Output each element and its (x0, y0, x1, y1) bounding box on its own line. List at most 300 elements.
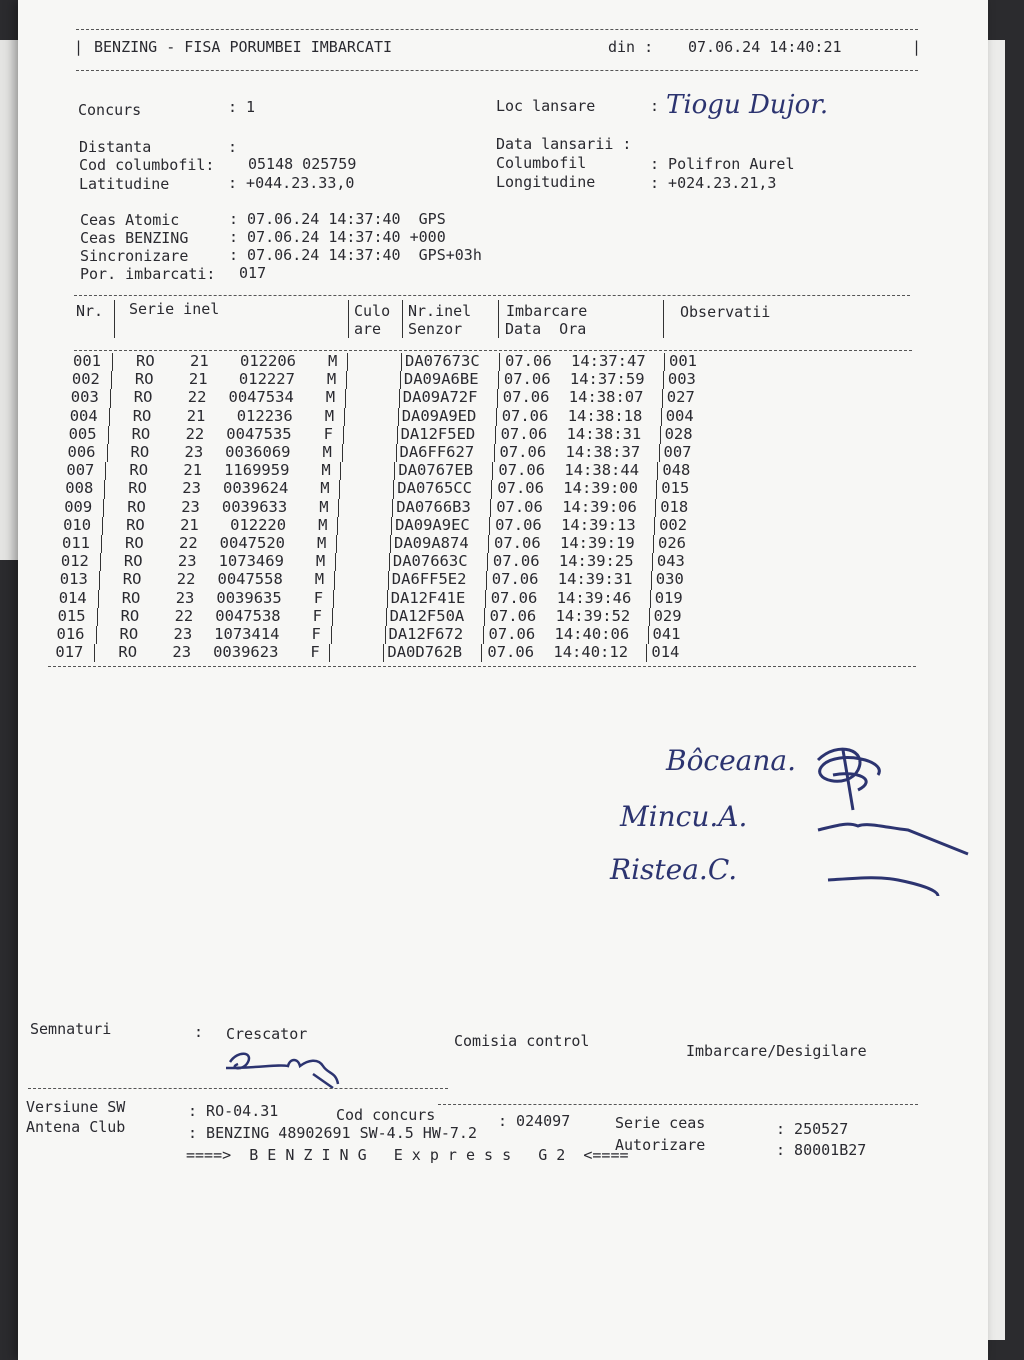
cod-columbofil-value: 05148 025759 (248, 155, 357, 173)
cell-nr: 001 (73, 352, 101, 370)
col-divider (101, 535, 102, 553)
col-divider (345, 389, 346, 407)
cell-date: 07.06 (503, 370, 551, 389)
cell-time: 14:39:19 (560, 534, 635, 552)
col-divider (104, 480, 105, 498)
col-divider (394, 462, 395, 480)
col-divider (494, 444, 495, 462)
cell-sex: M (318, 515, 328, 534)
col-divider (332, 608, 333, 626)
cell-year: 21 (183, 461, 203, 480)
cell-country: RO (120, 606, 140, 625)
cell-sex: M (321, 461, 331, 480)
cell-sensor: DA09A72F (402, 388, 478, 407)
semnaturi-label: Semnaturi (30, 1020, 112, 1038)
cell-time: 14:39:06 (562, 497, 637, 516)
col-divider (340, 462, 341, 480)
col-divider (108, 426, 109, 444)
imbarcare-desigilare-label: Imbarcare/Desigilare (686, 1042, 867, 1060)
longitudine-label: Longitudine (496, 173, 596, 191)
cell-date: 07.06 (490, 588, 538, 607)
cell-sex: M (317, 534, 327, 552)
col-divider (107, 444, 108, 462)
col-divider (335, 553, 336, 571)
por-imbarcati-value: 017 (230, 264, 267, 282)
cell-nr: 007 (66, 461, 95, 480)
cell-observatii: 028 (664, 424, 693, 443)
separator (438, 1104, 918, 1105)
col-divider (492, 462, 493, 480)
columbofil-value: : Polifron Aurel (650, 155, 795, 173)
cell-ring: 1073414 (214, 625, 280, 643)
cell-date: 07.06 (505, 352, 552, 370)
cell-year: 23 (173, 625, 193, 643)
cell-year: 23 (177, 552, 197, 571)
clock-value: : 07.06.24 14:37:40 GPS (229, 210, 446, 228)
cell-country: RO (118, 643, 138, 662)
col-divider (339, 480, 340, 498)
cell-observatii: 043 (656, 552, 685, 571)
cell-date: 07.06 (499, 443, 547, 461)
cell-sex: M (325, 388, 336, 407)
col-divider (348, 300, 349, 338)
cell-year: 22 (187, 388, 207, 407)
crescator-signature (218, 1044, 358, 1094)
col-divider (346, 371, 347, 389)
col-divider (400, 371, 401, 389)
cell-sex: M (319, 497, 329, 516)
latitudine-value: : +044.23.33,0 (228, 174, 355, 192)
col-divider (402, 300, 403, 338)
cell-year: 23 (172, 643, 192, 662)
cell-sex: M (322, 443, 332, 461)
cell-time: 14:39:46 (556, 588, 632, 607)
cod-concurs-label: Cod concurs (336, 1106, 436, 1124)
cell-sensor: DA09A9ED (401, 406, 477, 425)
cell-year: 21 (190, 352, 209, 370)
cell-ring: 0039624 (222, 479, 289, 498)
cell-nr: 005 (68, 424, 97, 443)
separator (28, 1088, 448, 1089)
cell-date: 07.06 (494, 534, 541, 552)
col-divider (652, 553, 653, 571)
col-divider (329, 644, 330, 662)
col-divider (99, 571, 100, 589)
loc-lansare-sep: : (650, 97, 660, 115)
cell-ring: 012227 (238, 370, 295, 389)
cell-sex: M (315, 552, 326, 571)
cell-observatii: 001 (669, 352, 697, 370)
cell-ring: 0047520 (219, 534, 285, 552)
cell-nr: 017 (55, 643, 84, 662)
cell-year: 22 (176, 570, 196, 589)
col-header-nrinel: Nr.inel (408, 302, 472, 320)
crescator-label: Crescator (226, 1025, 308, 1043)
clock-label: Ceas Atomic (80, 211, 180, 229)
cell-time: 14:38:44 (564, 461, 640, 480)
cell-sex: F (313, 588, 324, 607)
cell-country: RO (122, 570, 142, 589)
cell-year: 22 (185, 424, 205, 443)
cell-observatii: 048 (662, 461, 691, 480)
cell-observatii: 003 (667, 370, 696, 389)
cell-time: 14:39:31 (557, 570, 633, 589)
versiune-label: Versiune SW (26, 1098, 126, 1116)
cell-date: 07.06 (502, 388, 550, 407)
col-divider (659, 444, 660, 462)
signature-scribble (798, 730, 988, 910)
separator (76, 70, 918, 71)
cell-ring: 0039635 (216, 588, 282, 607)
cell-ring: 012220 (230, 515, 287, 534)
cell-ring: 1169959 (224, 461, 290, 480)
col-divider (497, 389, 498, 407)
cell-nr: 003 (70, 388, 99, 407)
col-divider (96, 626, 97, 644)
col-divider (336, 535, 337, 553)
serie-ceas-value: : 250527 (776, 1120, 849, 1138)
col-divider (387, 590, 388, 608)
separator (76, 29, 918, 30)
col-divider (334, 571, 335, 589)
columbofil-label: Columbofil (496, 154, 587, 172)
longitudine-value: : +024.23.21,3 (650, 174, 777, 192)
cell-observatii: 026 (658, 534, 686, 552)
cell-country: RO (132, 406, 152, 425)
col-divider (649, 608, 650, 626)
cell-year: 21 (180, 515, 199, 534)
cell-observatii: 030 (655, 570, 684, 589)
distanta-label: Distanta (79, 138, 152, 156)
col-divider (397, 426, 398, 444)
cell-date: 07.06 (498, 461, 546, 480)
cell-country: RO (128, 479, 147, 498)
col-divider (496, 408, 497, 426)
cell-country: RO (136, 352, 155, 370)
cell-sex: M (320, 479, 330, 498)
concurs-label: Concurs (78, 101, 142, 119)
cell-country: RO (126, 515, 145, 534)
cell-country: RO (133, 388, 153, 407)
col-divider (337, 517, 338, 535)
cell-ring: 1073469 (218, 552, 284, 571)
cell-country: RO (130, 443, 150, 461)
col-divider (663, 300, 664, 338)
cell-ring: 012236 (236, 406, 293, 425)
col-divider (646, 644, 647, 662)
cell-sensor: DA0D762B (387, 643, 463, 662)
col-divider (331, 626, 332, 644)
separator (74, 295, 910, 296)
col-divider (391, 517, 392, 535)
cell-nr: 010 (63, 515, 92, 534)
cell-nr: 009 (64, 497, 93, 516)
autorizare-label: Autorizare (615, 1136, 706, 1154)
col-divider (98, 590, 99, 608)
cell-sex: M (328, 352, 338, 370)
col-divider (344, 408, 345, 426)
cell-year: 22 (179, 534, 198, 552)
cell-ring: 0047538 (215, 606, 281, 625)
cell-ring: 0047558 (217, 570, 283, 589)
col-divider (383, 644, 384, 662)
col-divider (390, 535, 391, 553)
clock-label: Ceas BENZING (80, 229, 189, 247)
cell-ring: 0047534 (228, 388, 294, 407)
latitudine-label: Latitudine (79, 175, 170, 193)
loc-lansare-handwritten: Tiogu Dujor. (666, 90, 829, 120)
cell-nr: 012 (60, 552, 89, 571)
cell-nr: 014 (58, 588, 87, 607)
cell-sensor: DA12F5ED (400, 424, 476, 443)
versiune-value: : RO-04.31 (188, 1102, 279, 1120)
cod-concurs-value: : 024097 (498, 1112, 571, 1130)
cell-date: 07.06 (500, 424, 548, 443)
col-divider (109, 408, 110, 426)
col-divider (97, 608, 98, 626)
col-divider (651, 571, 652, 589)
col-header-observatii: Observatii (680, 303, 771, 321)
col-divider (484, 608, 485, 626)
cell-date: 07.06 (496, 497, 543, 516)
col-divider (662, 389, 663, 407)
col-divider (660, 426, 661, 444)
cell-time: 14:38:37 (565, 443, 641, 461)
col-divider (399, 389, 400, 407)
cell-sensor: DA6FF627 (399, 443, 475, 461)
antena-label: Antena Club (26, 1118, 126, 1136)
cell-ring: 0047535 (226, 424, 292, 443)
separator (48, 666, 916, 667)
cell-date: 07.06 (488, 625, 536, 643)
col-divider (653, 535, 654, 553)
cell-time: 14:39:25 (558, 552, 634, 571)
col-divider (105, 462, 106, 480)
cell-nr: 006 (67, 443, 96, 461)
por-imbarcati-label: Por. imbarcati: (80, 265, 216, 283)
col-divider (392, 499, 393, 517)
cell-country: RO (134, 370, 154, 389)
col-divider (110, 389, 111, 407)
separator (74, 350, 912, 351)
cell-observatii: 007 (663, 443, 692, 461)
cell-observatii: 018 (660, 497, 689, 516)
cell-year: 22 (174, 606, 194, 625)
cell-sensor: DA09A874 (394, 534, 469, 552)
cell-sensor: DA6FF5E2 (391, 570, 467, 589)
col-divider (483, 626, 484, 644)
cell-nr: 008 (65, 479, 94, 498)
cell-country: RO (127, 497, 146, 516)
printed-form (18, 0, 988, 1360)
data-lansarii-label: Data lansarii : (496, 135, 632, 153)
col-divider (488, 535, 489, 553)
cell-year: 21 (186, 406, 206, 425)
handwritten-name: Bôceana. (666, 744, 797, 777)
cell-ring: 0039623 (213, 643, 279, 662)
col-header-nr: Nr. (76, 302, 104, 320)
cell-observatii: 027 (666, 388, 695, 407)
handwritten-name: Ristea.C. (610, 853, 738, 886)
cell-time: 14:40:06 (554, 625, 630, 643)
cell-sensor: DA07673C (405, 352, 480, 370)
cell-time: 14:39:00 (563, 479, 638, 498)
cell-date: 07.06 (492, 552, 540, 571)
col-divider (486, 571, 487, 589)
cell-sensor: DA12F672 (388, 625, 464, 643)
cod-columbofil-label: Cod columbofil: (79, 156, 215, 174)
col-divider (102, 517, 103, 535)
col-divider (100, 553, 101, 571)
handwritten-name: Mincu.A. (620, 800, 748, 833)
comisia-control-label: Comisia control (454, 1032, 590, 1050)
cell-country: RO (119, 625, 139, 643)
col-divider (333, 590, 334, 608)
cell-sex: F (311, 625, 321, 643)
col-divider (657, 462, 658, 480)
cell-time: 14:39:52 (555, 606, 631, 625)
clock-value: : 07.06.24 14:37:40 GPS+03h (229, 246, 482, 264)
col-divider (112, 353, 113, 371)
cell-sensor: DA09A6BE (403, 370, 479, 389)
serie-ceas-label: Serie ceas (615, 1114, 706, 1132)
cell-date: 07.06 (489, 606, 537, 625)
cell-observatii: 002 (659, 515, 688, 534)
col-divider (498, 371, 499, 389)
col-divider (648, 626, 649, 644)
col-divider (650, 590, 651, 608)
cell-sensor: DA07663C (392, 552, 468, 571)
cell-sensor: DA09A9EC (395, 515, 470, 534)
cell-nr: 016 (56, 625, 85, 643)
print-date: 07.06.24 14:40:21 (688, 38, 842, 56)
col-divider (656, 480, 657, 498)
cell-date: 07.06 (495, 515, 542, 534)
autorizare-value: : 80001B27 (776, 1141, 867, 1159)
cell-sensor: DA12F41E (390, 588, 466, 607)
col-divider (489, 517, 490, 535)
cell-time: 14:39:13 (561, 515, 636, 534)
col-divider (342, 444, 343, 462)
cell-sensor: DA0765CC (397, 479, 472, 498)
col-divider (114, 300, 115, 338)
concurs-value: : 1 (228, 98, 256, 116)
col-divider (398, 408, 399, 426)
cell-sex: M (314, 570, 325, 589)
loc-lansare-label: Loc lansare (496, 97, 596, 115)
cell-nr: 002 (71, 370, 100, 389)
col-header-nrinel: Senzor (408, 320, 463, 338)
antena-value: : BENZING 48902691 SW-4.5 HW-7.2 (188, 1124, 477, 1142)
cell-year: 21 (188, 370, 208, 389)
col-divider (386, 608, 387, 626)
cell-sex: F (312, 606, 322, 625)
cell-ring: 0039633 (221, 497, 288, 516)
cell-country: RO (121, 588, 141, 607)
col-divider (389, 553, 390, 571)
col-divider (663, 371, 664, 389)
form-title: BENZING - FISA PORUMBEI IMBARCATI (94, 38, 393, 56)
col-divider (491, 480, 492, 498)
cell-nr: 011 (62, 534, 90, 552)
cell-ring: 0036069 (225, 443, 291, 461)
col-header-culoare: Culo (354, 302, 391, 320)
cell-date: 07.06 (501, 406, 549, 425)
print-date-label: din : (608, 38, 654, 56)
col-divider (103, 499, 104, 517)
col-divider (664, 353, 665, 371)
semnaturi-sep: : (194, 1023, 204, 1041)
col-divider (347, 353, 348, 371)
col-divider (655, 499, 656, 517)
cell-date: 07.06 (491, 570, 539, 589)
cell-time: 14:37:47 (571, 352, 646, 370)
col-divider (485, 590, 486, 608)
cell-time: 14:40:12 (553, 643, 629, 662)
cell-sex: F (323, 424, 333, 443)
col-divider (654, 517, 655, 535)
col-divider (338, 499, 339, 517)
header-right-bar: | (912, 38, 922, 56)
col-divider (495, 426, 496, 444)
clock-value: : 07.06.24 14:37:40 +000 (229, 228, 446, 246)
cell-year: 23 (181, 497, 200, 516)
cell-ring: 012206 (240, 352, 296, 370)
cell-year: 23 (182, 479, 201, 498)
cell-nr: 015 (57, 606, 86, 625)
cell-observatii: 029 (653, 606, 682, 625)
col-divider (396, 444, 397, 462)
col-header-serie: Serie inel (129, 300, 220, 318)
cell-country: RO (129, 461, 149, 480)
col-divider (385, 626, 386, 644)
cell-observatii: 004 (665, 406, 694, 425)
cell-date: 07.06 (487, 643, 535, 662)
header-left-bar: | (74, 38, 84, 56)
col-divider (94, 644, 95, 662)
cell-sensor: DA0767EB (398, 461, 474, 480)
col-header-culoare: are (354, 320, 382, 338)
col-divider (393, 480, 394, 498)
cell-sex: M (324, 406, 335, 425)
cell-observatii: 019 (654, 588, 683, 607)
cell-country: RO (131, 424, 151, 443)
col-divider (481, 644, 482, 662)
col-header-imbarcare: Data Ora (505, 320, 587, 338)
col-divider (388, 571, 389, 589)
cell-time: 14:38:07 (568, 388, 644, 407)
cell-sensor: DA12F50A (389, 606, 465, 625)
cell-observatii: 015 (661, 479, 690, 498)
col-divider (401, 353, 402, 371)
col-header-imbarcare: Imbarcare (506, 302, 588, 320)
distanta-value: : (228, 138, 238, 156)
cell-date: 07.06 (497, 479, 544, 498)
cell-sex: F (310, 643, 320, 662)
col-divider (661, 408, 662, 426)
cell-nr: 013 (59, 570, 88, 589)
cell-year: 23 (184, 443, 204, 461)
col-divider (490, 499, 491, 517)
col-divider (499, 353, 500, 371)
cell-time: 14:37:59 (569, 370, 645, 389)
cell-country: RO (123, 552, 143, 571)
clock-label: Sincronizare (80, 247, 189, 265)
benzing-express-banner: ====> B E N Z I N G E x p r e s s G 2 <==== (186, 1146, 629, 1164)
cell-sex: M (326, 370, 337, 389)
col-divider (111, 371, 112, 389)
col-divider (343, 426, 344, 444)
